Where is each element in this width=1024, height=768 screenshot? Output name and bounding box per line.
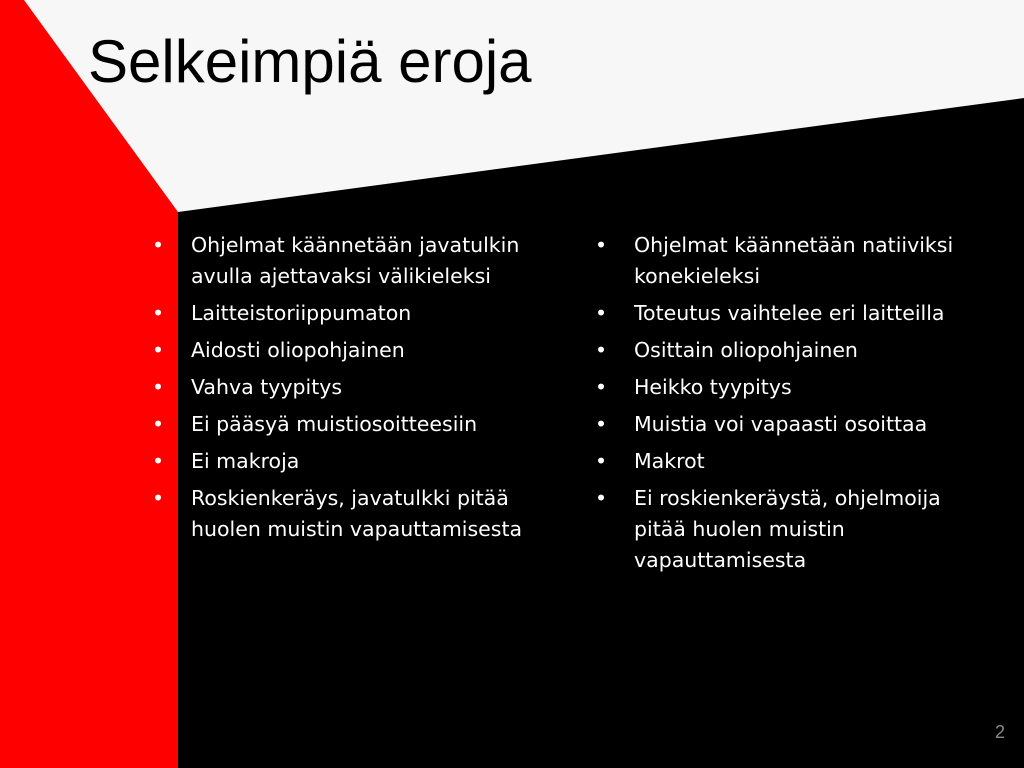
- bullet-icon: •: [595, 412, 608, 436]
- right-bullet-item: [593, 446, 993, 477]
- right-bullet-item: [593, 409, 993, 440]
- bullet-icon: •: [152, 449, 165, 473]
- bullet-icon: •: [595, 486, 608, 510]
- left-bullet-item: [150, 298, 560, 329]
- right-bullet-item: [593, 335, 993, 366]
- left-bullet-item: [150, 446, 560, 477]
- left-bullet-item: [150, 409, 560, 440]
- bullet-icon: •: [595, 449, 608, 473]
- left-bullet-item-text: Aidosti oliopohjainen: [191, 338, 405, 362]
- bullet-icon: •: [152, 486, 165, 510]
- left-bullet-item-text: Ei pääsyä muistiosoitteesiin: [191, 412, 478, 436]
- right-bullet-item-text: Muistia voi vapaasti osoittaa: [634, 412, 928, 436]
- right-bullet-item-text: Ohjelmat käännetään natiiviksi konekieleksi: [634, 233, 954, 288]
- left-bullet-item: [150, 230, 560, 292]
- right-bullet-item: [593, 298, 993, 329]
- left-bullet-item: [150, 335, 560, 366]
- right-bullet-item: [593, 372, 993, 403]
- bullet-icon: •: [595, 233, 608, 257]
- slide-title: Selkeimpiä eroja: [88, 28, 532, 95]
- left-bullet-item-text: Laitteistoriippumaton: [191, 301, 412, 325]
- left-column-list: [150, 230, 560, 551]
- right-bullet-item-text: Toteutus vaihtelee eri laitteilla: [634, 301, 945, 325]
- right-bullet-item-text: Ei roskienkeräystä, ohjelmoija pitää huolen muistin vapauttamisesta: [634, 486, 941, 572]
- right-column-list: [593, 230, 993, 582]
- left-bullet-item-text: Ei makroja: [191, 449, 300, 473]
- right-bullet-item: [593, 230, 993, 292]
- left-bullet-item: [150, 483, 560, 545]
- bullet-icon: •: [152, 375, 165, 399]
- page-number: 2: [994, 722, 1005, 742]
- left-bullet-item: [150, 372, 560, 403]
- bullet-icon: •: [152, 412, 165, 436]
- bullet-icon: •: [152, 233, 165, 257]
- left-bullet-item-text: Vahva tyypitys: [191, 375, 343, 399]
- bullet-icon: •: [152, 301, 165, 325]
- right-bullet-item-text: Makrot: [634, 449, 705, 473]
- left-bullet-item-text: Ohjelmat käännetään javatulkin avulla ajettavaksi välikieleksi: [191, 233, 520, 288]
- bullet-icon: •: [595, 338, 608, 362]
- bullet-icon: •: [152, 338, 165, 362]
- bullet-icon: •: [595, 301, 608, 325]
- right-bullet-item-text: Osittain oliopohjainen: [634, 338, 858, 362]
- right-bullet-item-text: Heikko tyypitys: [634, 375, 792, 399]
- right-bullet-item: [593, 483, 993, 576]
- left-bullet-item-text: Roskienkeräys, javatulkki pitää huolen muistin vapauttamisesta: [191, 486, 523, 541]
- bullet-icon: •: [595, 375, 608, 399]
